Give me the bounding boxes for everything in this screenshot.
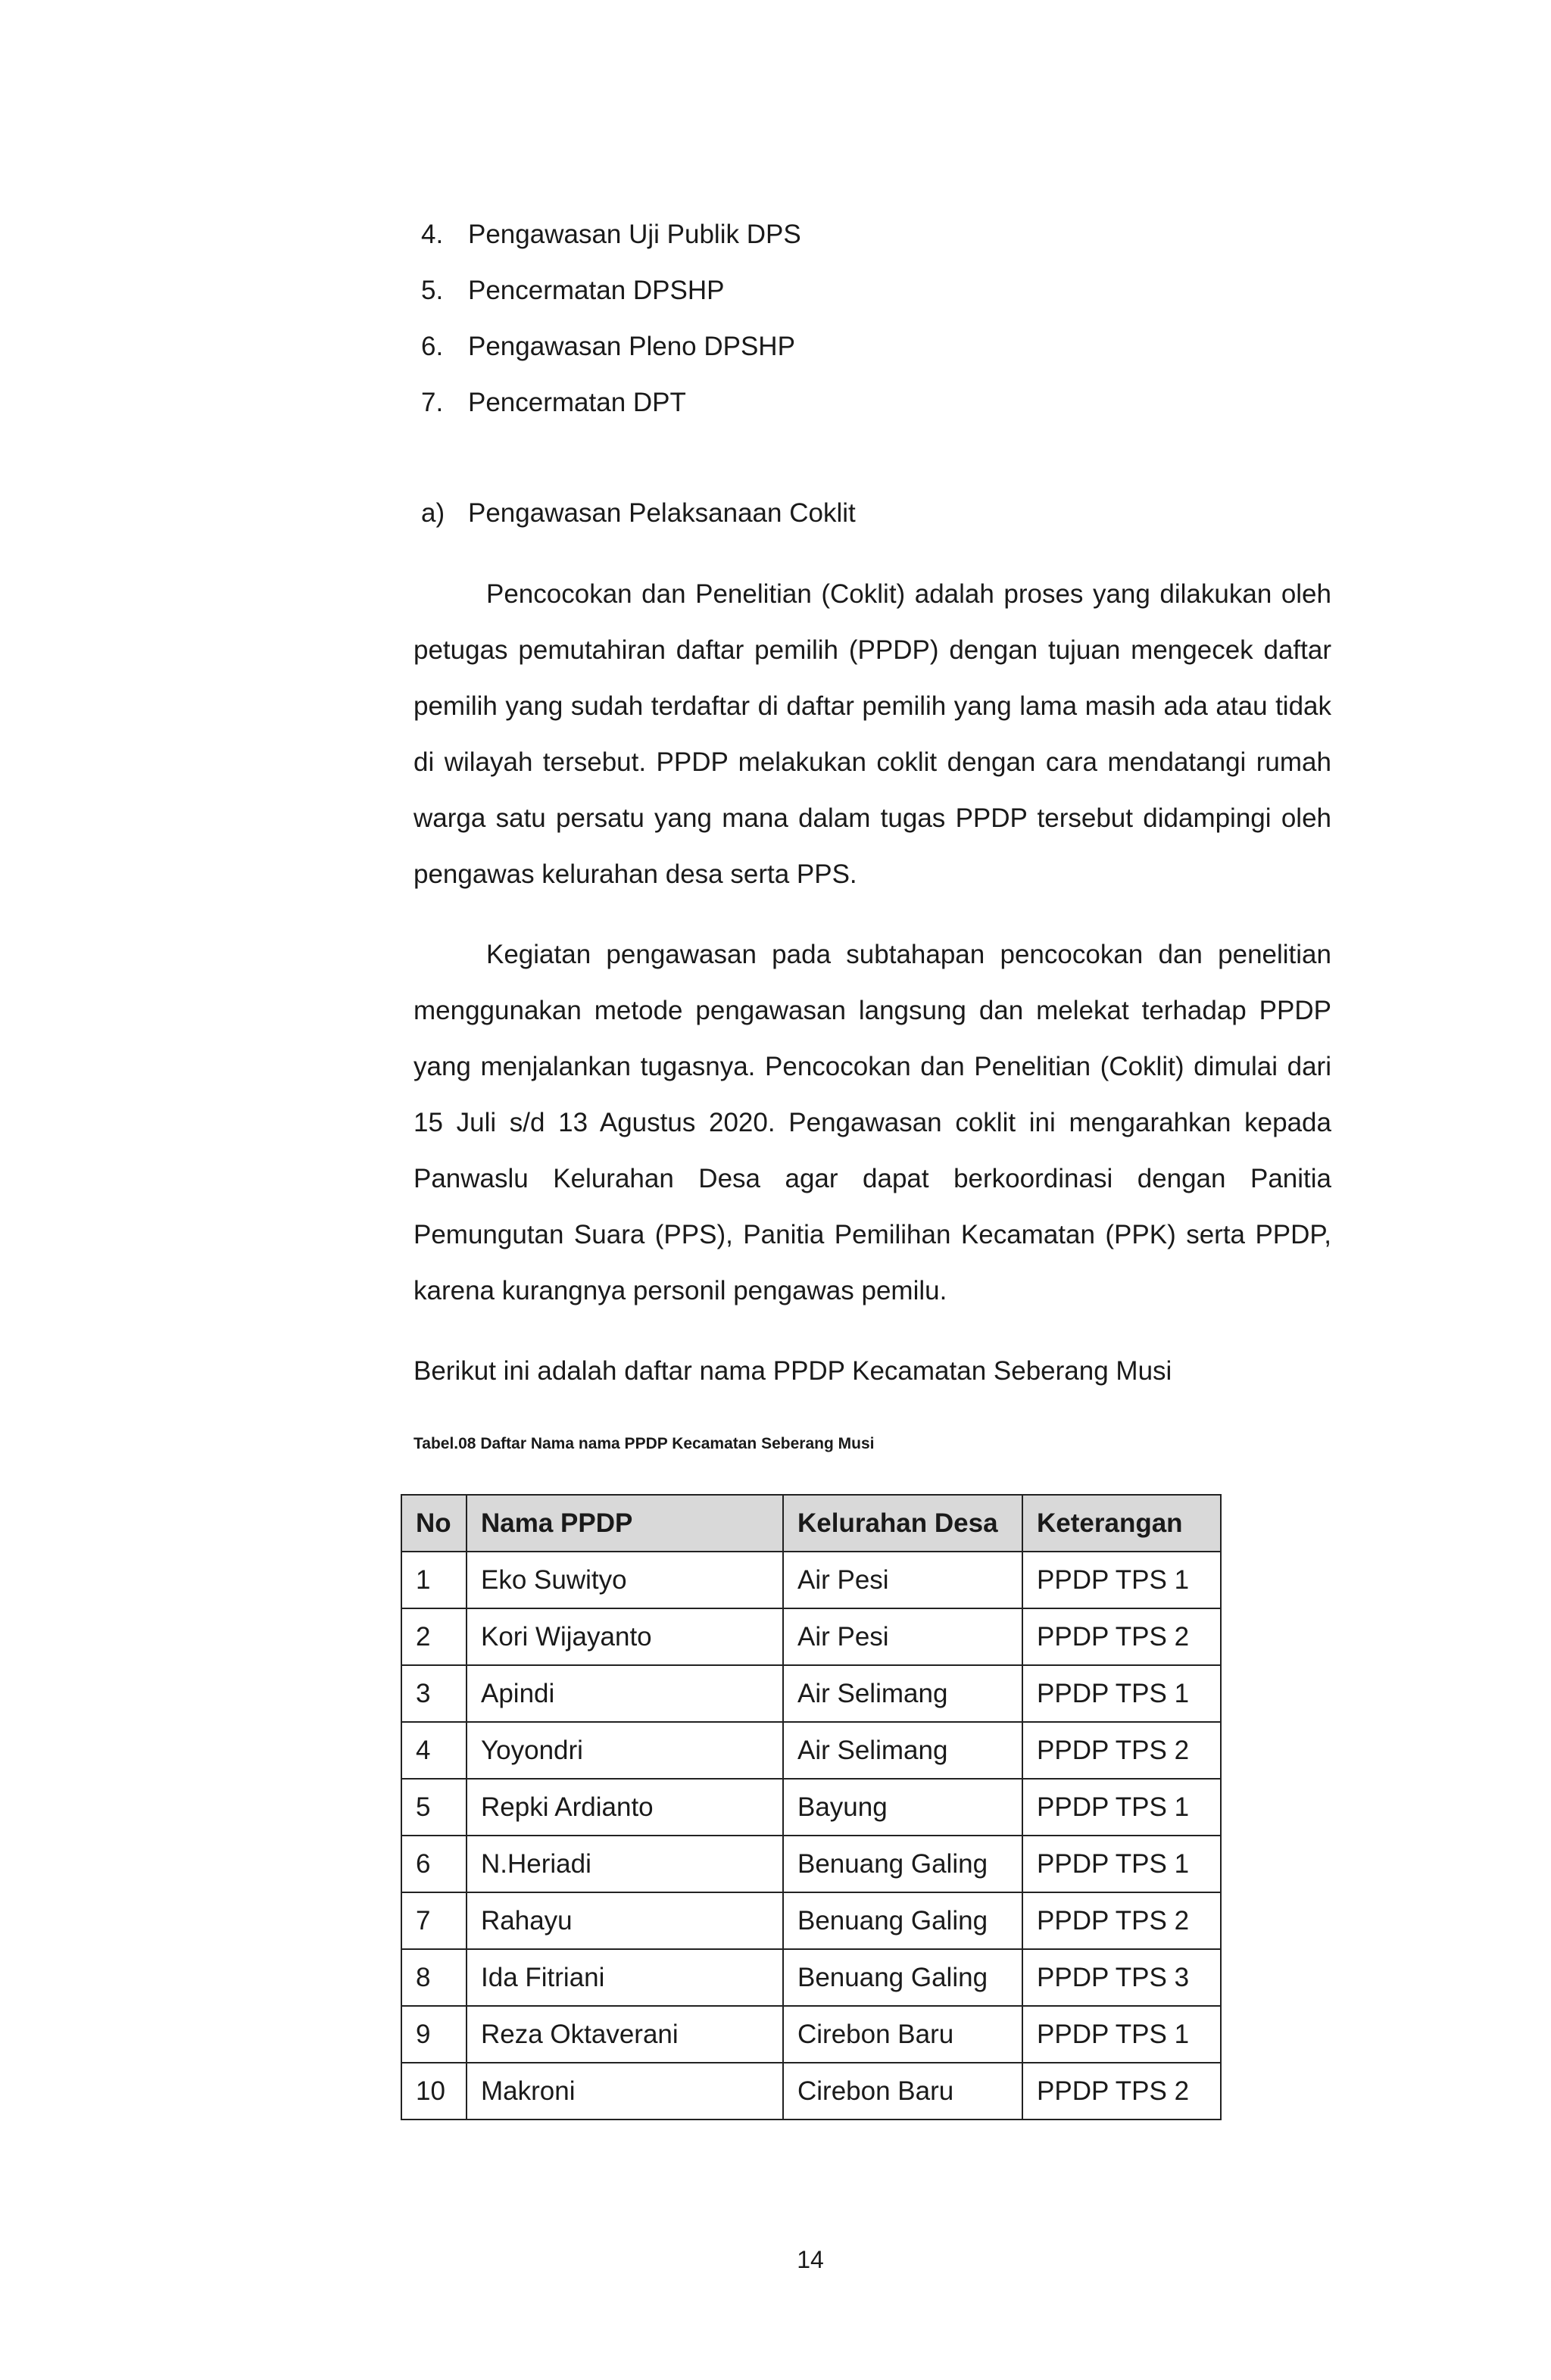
cell-no: 2 — [401, 1608, 467, 1665]
table-row — [401, 1722, 1221, 1779]
cell-kelurahan: Benuang Galing — [783, 1892, 1022, 1949]
cell-no: 10 — [401, 2063, 467, 2120]
cell-kelurahan: Benuang Galing — [783, 1836, 1022, 1892]
cell-kelurahan: Air Selimang — [783, 1722, 1022, 1779]
section-subheading — [421, 491, 856, 536]
cell-no: 3 — [401, 1665, 467, 1722]
cell-keterangan: PPDP TPS 1 — [1022, 1665, 1221, 1722]
cell-no: 9 — [401, 2006, 467, 2063]
cell-kelurahan: Cirebon Baru — [783, 2006, 1022, 2063]
header-kelurahan-desa: Kelurahan Desa — [783, 1495, 1022, 1552]
table-header-row — [401, 1495, 1221, 1552]
cell-nama: Rahayu — [467, 1892, 783, 1949]
cell-keterangan: PPDP TPS 1 — [1022, 1552, 1221, 1608]
list-text: Pengawasan Uji Publik DPS — [468, 220, 801, 249]
cell-nama: Makroni — [467, 2063, 783, 2120]
cell-keterangan: PPDP TPS 2 — [1022, 1608, 1221, 1665]
cell-keterangan: PPDP TPS 2 — [1022, 1722, 1221, 1779]
list-number: 7. — [421, 388, 444, 417]
cell-kelurahan: Air Pesi — [783, 1552, 1022, 1608]
list-item — [421, 380, 801, 436]
table-row — [401, 1779, 1221, 1836]
list-number: 4. — [421, 220, 444, 249]
table-row — [401, 2063, 1221, 2120]
list-item — [421, 268, 801, 324]
cell-nama: Reza Oktaverani — [467, 2006, 783, 2063]
cell-no: 1 — [401, 1552, 467, 1608]
cell-nama: Ida Fitriani — [467, 1949, 783, 2006]
cell-no: 4 — [401, 1722, 467, 1779]
list-text: Pencermatan DPT — [468, 388, 686, 417]
cell-nama: Repki Ardianto — [467, 1779, 783, 1836]
paragraph-coklit-supervision: Kegiatan pengawasan pada subtahapan pencocokan dan penelitian menggunakan metode pengawasan langsung dan melekat terhadap PPDP yang menjalankan tugasnya. Pencocokan dan Penelitian (Coklit) dimulai dari 15 Juli s/d 13 Agustus 2020. Pengawasan coklit ini mengarahkan kepada Panwaslu Kelurahan Desa agar dapat berkoordinasi dengan Panitia Pemungutan Suara (PPS), Panitia Pemilihan Kecamatan (PPK) serta PPDP, karena kurangnya personil pengawas pemilu. — [413, 940, 1331, 1305]
subheading-text: Pengawasan Pelaksanaan Coklit — [468, 498, 856, 528]
table-row — [401, 1552, 1221, 1608]
cell-keterangan: PPDP TPS 2 — [1022, 1892, 1221, 1949]
table-row — [401, 1949, 1221, 2006]
list-text: Pencermatan DPSHP — [468, 276, 725, 305]
header-nama-ppdp: Nama PPDP — [467, 1495, 783, 1552]
numbered-list — [421, 212, 801, 436]
list-number: 5. — [421, 276, 444, 305]
table-row — [401, 1836, 1221, 1892]
ppdp-table — [401, 1494, 1222, 2120]
cell-no: 5 — [401, 1779, 467, 1836]
list-text: Pengawasan Pleno DPSHP — [468, 332, 795, 361]
cell-no: 6 — [401, 1836, 467, 1892]
table-row — [401, 1608, 1221, 1665]
cell-nama: Eko Suwityo — [467, 1552, 783, 1608]
cell-nama: N.Heriadi — [467, 1836, 783, 1892]
cell-nama: Apindi — [467, 1665, 783, 1722]
header-keterangan: Keterangan — [1022, 1495, 1221, 1552]
list-item — [421, 212, 801, 268]
table-caption: Tabel.08 Daftar Nama nama PPDP Kecamatan Seberang Musi — [413, 1435, 875, 1452]
list-number: 6. — [421, 332, 444, 361]
paragraph-coklit-definition: Pencocokan dan Penelitian (Coklit) adalah proses yang dilakukan oleh petugas pemutahiran daftar pemilih (PPDP) dengan tujuan mengecek daftar pemilih yang sudah terdaftar di daftar pemilih yang lama masih ada atau tidak di wilayah tersebut. PPDP melakukan coklit dengan cara mendatangi rumah warga satu persatu yang mana dalam tugas PPDP tersebut didampingi oleh pengawas kelurahan desa serta PPS. — [413, 579, 1331, 889]
cell-keterangan: PPDP TPS 1 — [1022, 2006, 1221, 2063]
list-item — [421, 324, 801, 380]
cell-kelurahan: Cirebon Baru — [783, 2063, 1022, 2120]
table-row — [401, 1665, 1221, 1722]
page-number: 14 — [797, 2246, 824, 2273]
cell-keterangan: PPDP TPS 1 — [1022, 1836, 1221, 1892]
cell-keterangan: PPDP TPS 3 — [1022, 1949, 1221, 2006]
cell-keterangan: PPDP TPS 1 — [1022, 1779, 1221, 1836]
cell-no: 8 — [401, 1949, 467, 2006]
cell-keterangan: PPDP TPS 2 — [1022, 2063, 1221, 2120]
cell-kelurahan: Air Selimang — [783, 1665, 1022, 1722]
cell-nama: Kori Wijayanto — [467, 1608, 783, 1665]
header-no: No — [401, 1495, 467, 1552]
cell-kelurahan: Air Pesi — [783, 1608, 1022, 1665]
cell-kelurahan: Bayung — [783, 1779, 1022, 1836]
table-row — [401, 1892, 1221, 1949]
cell-no: 7 — [401, 1892, 467, 1949]
subheading-marker: a) — [421, 498, 445, 528]
cell-nama: Yoyondri — [467, 1722, 783, 1779]
table-intro-text: Berikut ini adalah daftar nama PPDP Kecamatan Seberang Musi — [413, 1356, 1172, 1386]
table-row — [401, 2006, 1221, 2063]
cell-kelurahan: Benuang Galing — [783, 1949, 1022, 2006]
